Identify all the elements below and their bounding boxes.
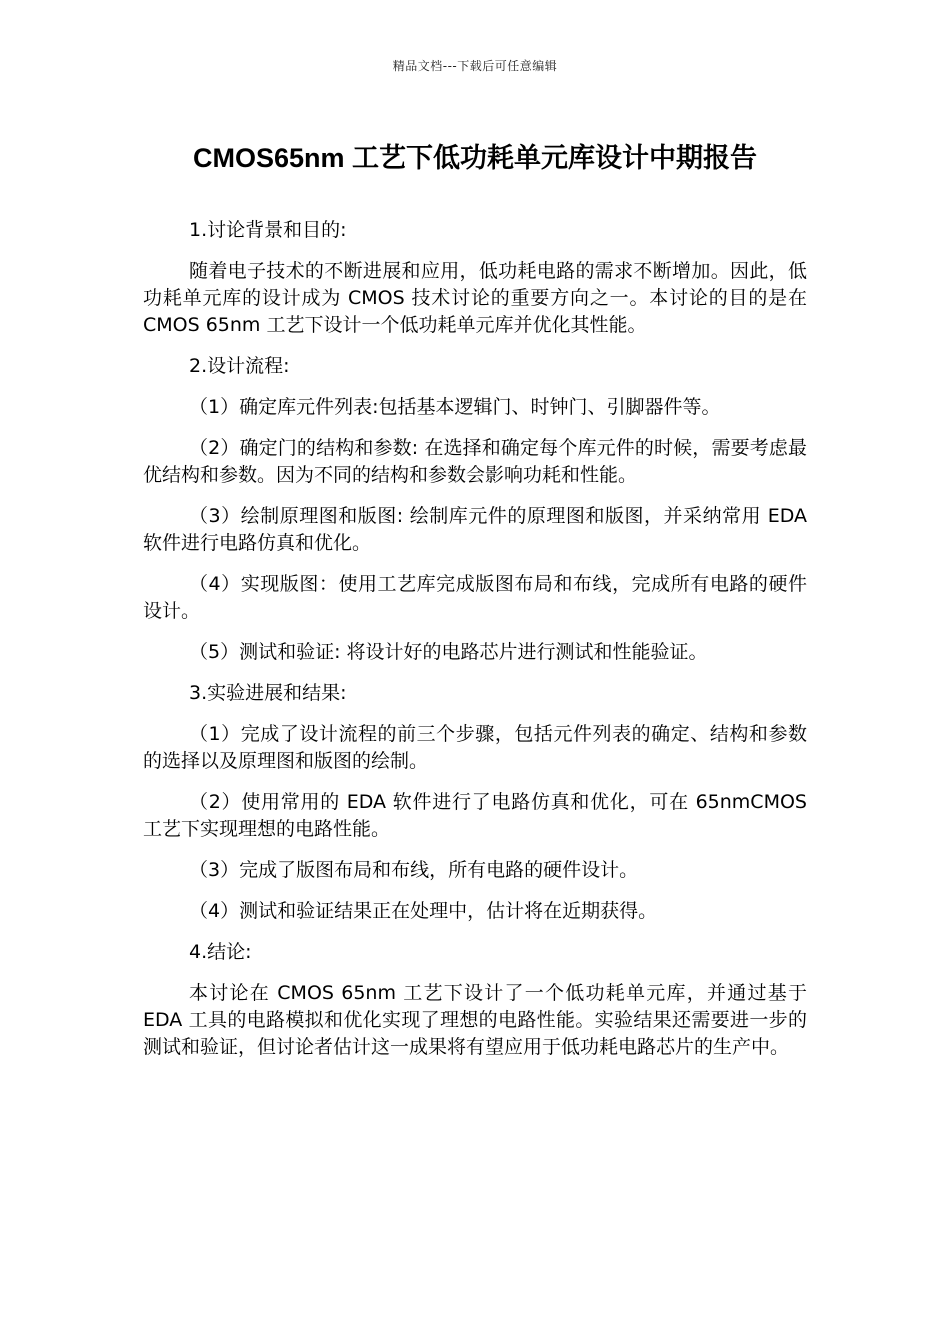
document-title: CMOS65nm 工艺下低功耗单元库设计中期报告 (192, 143, 758, 173)
section-heading-design-flow: 2.设计流程: (189, 355, 290, 377)
list-item-design-step-3: （3）绘制原理图和版图: 绘制库元件的原理图和版图，并采纳常用 EDA 软件进行电路仿真和优化。 (143, 505, 807, 554)
list-item-progress-4: （4）测试和验证结果正在处理中，估计将在近期获得。 (189, 900, 658, 922)
list-item-progress-1: （1）完成了设计流程的前三个步骤，包括元件列表的确定、结构和参数的选择以及原理图和版图的绘制。 (143, 723, 807, 772)
list-item-progress-3: （3）完成了版图布局和布线，所有电路的硬件设计。 (189, 859, 639, 881)
section-heading-background: 1.讨论背景和目的: (189, 219, 347, 241)
page-header: 精品文档---下载后可任意编辑 (392, 59, 558, 73)
paragraph-background: 随着电子技术的不断进展和应用，低功耗电路的需求不断增加。因此，低功耗单元库的设计成为 CMOS 技术讨论的重要方向之一。本讨论的目的是在 CMOS 65nm 工艺下设计一个低功耗单元库并优化其性能。 (143, 260, 807, 336)
document-body (143, 217, 807, 1075)
paragraph-conclusion: 本讨论在 CMOS 65nm 工艺下设计了一个低功耗单元库，并通过基于 EDA 工具的电路模拟和优化实现了理想的电路性能。实验结果还需要进一步的测试和验证，但讨论者估计这一成果将有望应用于低功耗电路芯片的生产中。 (143, 982, 807, 1058)
list-item-design-step-1: （1）确定库元件列表:包括基本逻辑门、时钟门、引脚器件等。 (189, 396, 721, 418)
list-item-design-step-5: （5）测试和验证: 将设计好的电路芯片进行测试和性能验证。 (189, 641, 708, 663)
list-item-progress-2: （2）使用常用的 EDA 软件进行了电路仿真和优化，可在 65nmCMOS 工艺下实现理想的电路性能。 (143, 791, 807, 840)
list-item-design-step-2: （2）确定门的结构和参数: 在选择和确定每个库元件的时候，需要考虑最优结构和参数。因为不同的结构和参数会影响功耗和性能。 (143, 437, 807, 486)
section-heading-progress: 3.实验进展和结果: (189, 682, 347, 704)
section-heading-conclusion: 4.结论: (189, 941, 252, 963)
list-item-design-step-4: （4）实现版图：使用工艺库完成版图布局和布线，完成所有电路的硬件设计。 (143, 573, 807, 622)
